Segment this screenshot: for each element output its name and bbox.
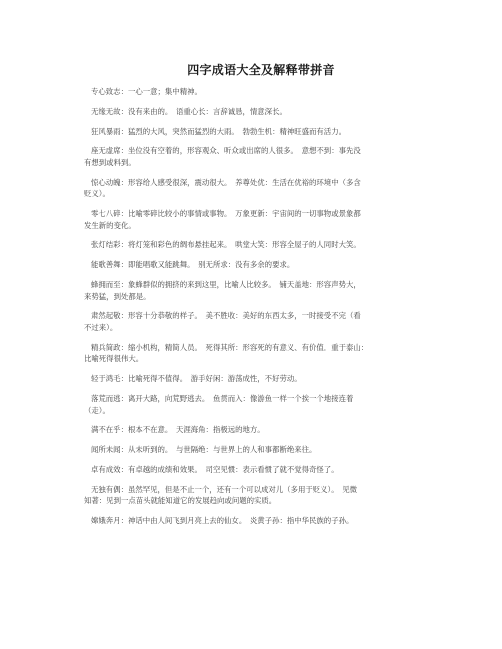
idiom-entry [84,145,430,168]
idiom-entry [84,393,430,416]
idiom-entry-text: 轻于鸿毛：比喻死得不值得。 游手好闲：游荡成性，不好劳动。 [91,374,302,384]
idiom-entry [84,464,430,476]
idiom-entry [84,86,430,98]
idiom-entry-text: 惊心动魄：形容给人感受很深，震动很大。 养尊处优：生活在优裕的环境中（多含 贬义）。 [84,177,430,200]
idiom-entry-text: 肃然起敬：形容十分恭敬的样子。 美不胜收：美好的东西太多，一时接受不完（看 不过来）。 [84,310,430,333]
idiom-entry [84,310,430,333]
idiom-entry [84,373,430,385]
page-title: 四字成语大全及解释带拼音 [187,63,335,77]
idiom-list [84,86,430,527]
idiom-entry-continuation: 比喻死得很伟大。 [84,354,144,364]
idiom-entry [84,444,430,456]
idiom-entry-continuation: 贬义）。 [84,189,110,199]
idiom-entry-continuation: （走）。 [84,405,110,415]
idiom-entry-text: 精兵简政：缩小机构，精简人员。 死得其所：形容死的有意义、有价值．重于泰山： 比喻死得很伟大。 [84,342,430,365]
idiom-entry-text: 张灯结彩：将灯笼和彩色的绸布悬挂起来。 哄堂大笑：形容全屋子的人同时大笑。 [91,240,361,250]
idiom-entry-text: 能歌善舞：即能唱歌又能跳舞。 别无所求：没有多余的要求。 [91,260,295,270]
idiom-entry-text: 落荒而逃：离开大路，向荒野逃去。 鱼贯而入：像游鱼一样一个挨一个地接连着 （走）。 [84,393,430,416]
idiom-entry-continuation: 发生新的变化。 [84,220,136,230]
idiom-entry [84,484,430,507]
idiom-entry [84,515,430,527]
idiom-entry [84,239,430,251]
idiom-entry-text: 零七八碎：比喻零碎比较小的事情或事物。 万象更新：宇宙间的一切事物或景象都 发生新的变化。 [84,208,430,231]
idiom-entry-text: 狂风暴雨：猛烈的大风，突然而猛烈的大雨。 勃勃生机：精神旺盛而有活力。 [91,126,346,136]
idiom-entry-text: 嫦娥奔月：神话中由人间飞到月亮上去的仙女。 炎黄子孙：指中华民族的子孙。 [91,516,354,526]
idiom-entry-continuation: 有想到或料到。 [84,157,136,167]
idiom-entry-text: 无缘无故：没有来由的。 语重心长：言辞诚恳，情意深长。 [91,106,287,116]
idiom-entry-text: 满不在乎：根本不在意。 天涯海角：指极远的地方。 [91,425,265,435]
idiom-entry-text: 座无虚席：坐位没有空着的，形容观众、听众或出席的人很多。 意想不到：事先没 有想到或料到。 [84,145,430,168]
idiom-entry [84,259,430,271]
idiom-entry-text: 闻所未闻：从未听到的。 与世隔绝：与世界上的人和事都断绝来往。 [91,445,317,455]
idiom-entry-continuation: 不过来）。 [84,323,118,332]
idiom-entry-text: 专心致志：一心一意；集中精神。 [91,87,202,96]
idiom-entry-text: 无独有偶：虽然罕见，但是不止一个，还有一个可以成对儿（多用于贬义）。 见微 知著：见到一点苗头就能知道它的发展趋向或问题的实质。 [84,484,430,507]
idiom-entry [84,106,430,118]
idiom-entry [84,342,430,365]
idiom-entry-continuation: 知著：见到一点苗头就能知道它的发展趋向或问题的实质。 [84,496,277,506]
idiom-entry [84,177,430,200]
idiom-entry-text: 卓有成效：有卓越的成绩和效果。 司空见惯：表示看惯了就不觉得奇怪了。 [91,464,339,474]
idiom-entry [84,208,430,231]
idiom-entry-continuation: 来势猛，到处都是。 [84,291,151,301]
idiom-entry [84,126,430,138]
idiom-entry [84,424,430,436]
idiom-entry-text: 蜂拥而至：象蜂群似的拥挤的来到这里，比喻人比较多。 铺天盖地：形容声势大， 来势猛，到处都是。 [84,279,430,302]
idiom-entry [84,279,430,302]
